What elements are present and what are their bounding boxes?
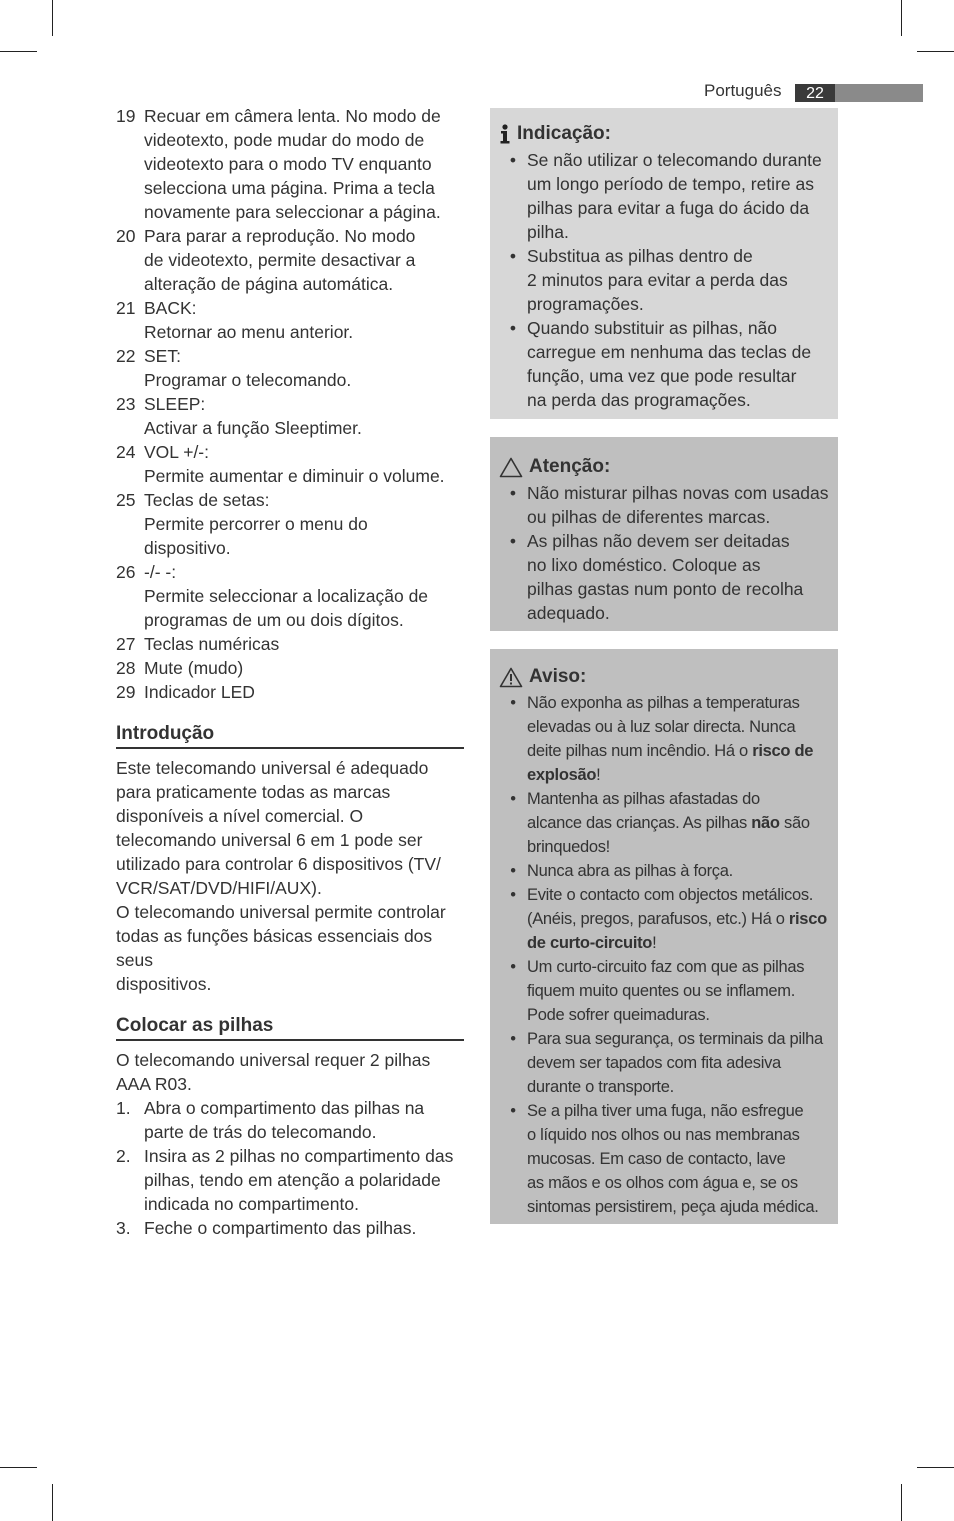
text-line: na perda das programações.	[527, 390, 751, 410]
list-item-text	[144, 632, 464, 656]
text-line: Para sua segurança, os terminais da pilha	[527, 1030, 823, 1048]
text-line: explosão!	[527, 766, 601, 784]
text-line: ou pilhas de diferentes marcas.	[527, 507, 771, 527]
warning-box	[490, 649, 838, 1224]
attention-box	[490, 437, 838, 631]
text-line: Mantenha as pilhas afastadas do	[527, 790, 760, 808]
bullet-text	[527, 1027, 832, 1099]
bullet-item	[499, 859, 832, 883]
text-line: sintomas persistirem, peça ajuda médica.	[527, 1198, 819, 1216]
text-line: Se não utilizar o telecomando durante	[527, 150, 822, 170]
bullet-item	[499, 1027, 832, 1099]
list-item	[116, 656, 464, 680]
bullet-text	[527, 691, 832, 787]
bullet-text	[527, 1099, 832, 1219]
bullet-dot: •	[509, 483, 517, 503]
step-item	[116, 1096, 464, 1144]
text-line: elevadas ou à luz solar directa. Nunca	[527, 718, 796, 736]
bullet-item	[499, 955, 832, 1027]
text-line: fiquem muito quentes ou se inflamem.	[527, 982, 796, 1000]
text-line: (Anéis, pregos, parafusos, etc.) Há o risco	[527, 910, 827, 928]
text-line: função, uma vez que pode resultar	[527, 366, 797, 386]
text-line: Retornar ao menu anterior.	[144, 322, 354, 342]
header-bar	[835, 84, 923, 102]
left-column	[116, 104, 464, 1240]
warning-triangle-icon	[499, 457, 523, 478]
text-line: O telecomando universal requer 2 pilhas	[116, 1050, 431, 1070]
text-line: Permite aumentar e diminuir o volume.	[144, 466, 445, 486]
text-line: SET:	[144, 346, 181, 366]
text-line: devem ser tapados com fita adesiva	[527, 1054, 781, 1072]
text-line: mucosas. Em caso de contacto, lave	[527, 1150, 786, 1168]
text-line: disponíveis a nível comercial. O	[116, 806, 364, 826]
list-item-text	[144, 392, 464, 440]
list-item	[116, 560, 464, 632]
text-line: Não exponha as pilhas a temperaturas	[527, 694, 800, 712]
text-line: adequado.	[527, 603, 610, 623]
text-line: Permite percorrer o menu do	[144, 514, 368, 534]
text-line: Insira as 2 pilhas no compartimento das	[144, 1146, 454, 1166]
text-line: Para parar a reprodução. No modo	[144, 226, 416, 246]
bullet-dot: •	[510, 958, 516, 976]
page-number: 22	[795, 84, 835, 102]
bullet-text	[527, 883, 832, 955]
text-line: Um curto-circuito faz com que as pilhas	[527, 958, 805, 976]
text-line: de videotexto, permite desactivar a	[144, 250, 416, 270]
text-line: pilhas, tendo em atenção a polaridade	[144, 1170, 441, 1190]
text-line: programações.	[527, 294, 644, 314]
bullet-dot: •	[510, 1102, 516, 1120]
bullet-dot: •	[509, 318, 517, 338]
text-line: As pilhas não devem ser deitadas	[527, 531, 790, 551]
list-item-text	[144, 224, 464, 296]
bullet-item	[499, 244, 832, 316]
batteries-paragraph	[116, 1048, 464, 1096]
text-line: novamente para seleccionar a página.	[144, 202, 441, 222]
text-line: videotexto, pode mudar do modo de	[144, 130, 425, 150]
text-line: Permite seleccionar a localização de	[144, 586, 429, 606]
text-line: AAA R03.	[116, 1074, 192, 1094]
attention-bullets	[499, 481, 832, 625]
bullet-text	[527, 244, 832, 316]
bold-text: risco	[788, 910, 827, 928]
text-line: Nunca abra as pilhas à força.	[527, 862, 733, 880]
bullet-dot: •	[510, 886, 516, 904]
warning-triangle-icon	[499, 667, 523, 688]
text-line: Não misturar pilhas novas com usadas	[527, 483, 829, 503]
bullet-dot: •	[510, 790, 516, 808]
bullet-dot: •	[509, 246, 517, 266]
list-item-number: 28	[116, 658, 136, 678]
list-item-number: 29	[116, 682, 136, 702]
text-line: para praticamente todas as marcas	[116, 782, 391, 802]
text-line: Evite o contacto com objectos metálicos.	[527, 886, 814, 904]
batteries-heading: Colocar as pilhas	[116, 1014, 464, 1041]
step-item-text	[144, 1096, 464, 1144]
bullet-dot: •	[510, 694, 516, 712]
text-line: deite pilhas num incêndio. Há o risco de	[527, 742, 814, 760]
text-line: Teclas numéricas	[144, 634, 280, 654]
bullet-text	[527, 529, 832, 625]
text-line: Abra o compartimento das pilhas na	[144, 1098, 425, 1118]
list-item-number: 24	[116, 442, 136, 462]
note-box	[490, 108, 838, 419]
text-line: 2 minutos para evitar a perda das	[527, 270, 788, 290]
crop-mark	[917, 1467, 954, 1468]
text-line: Activar a função Sleeptimer.	[144, 418, 362, 438]
step-item-number: 2.	[116, 1146, 131, 1166]
bullet-dot: •	[509, 150, 517, 170]
text-line: pilhas para evitar a fuga do ácido da	[527, 198, 810, 218]
list-item	[116, 440, 464, 488]
crop-mark	[901, 0, 902, 36]
text-line: Recuar em câmera lenta. No modo de	[144, 106, 441, 126]
list-item-number: 22	[116, 346, 136, 366]
warning-title: Aviso:	[499, 665, 832, 689]
bold-text: risco de	[752, 742, 814, 760]
text-line: pilhas gastas num ponto de recolha	[527, 579, 804, 599]
warning-bullets	[499, 691, 832, 1219]
list-item-text	[144, 680, 464, 704]
text-line: Quando substituir as pilhas, não	[527, 318, 778, 338]
bullet-item	[499, 787, 832, 859]
list-item-number: 26	[116, 562, 136, 582]
list-item-text	[144, 440, 464, 488]
step-item-text	[144, 1216, 464, 1240]
list-item-number: 23	[116, 394, 136, 414]
crop-mark	[0, 51, 37, 52]
bullet-text	[527, 955, 832, 1027]
note-bullets	[499, 148, 832, 412]
text-line: Feche o compartimento das pilhas.	[144, 1218, 417, 1238]
list-item-text	[144, 488, 464, 560]
text-line: um longo período de tempo, retire as	[527, 174, 814, 194]
bold-text: de curto-circuito	[527, 934, 653, 952]
bullet-item	[499, 1099, 832, 1219]
text-line: Substitua as pilhas dentro de	[527, 246, 753, 266]
crop-mark	[52, 0, 53, 36]
numbered-list	[116, 104, 464, 704]
bullet-text	[527, 148, 832, 244]
bullet-text	[527, 481, 832, 529]
text-line: todas as funções básicas essenciais dos seus	[116, 926, 433, 970]
text-line: alcance das crianças. As pilhas não são	[527, 814, 810, 832]
text-line: dispositivo.	[144, 538, 231, 558]
text-line: utilizado para controlar 6 dispositivos (TV/	[116, 854, 441, 874]
text-line: Se a pilha tiver uma fuga, não esfregue	[527, 1102, 804, 1120]
bold-text: explosão	[527, 766, 597, 784]
attention-title: Atenção:	[499, 455, 832, 479]
list-item-text	[144, 560, 464, 632]
list-item-text	[144, 344, 464, 392]
bullet-item	[499, 481, 832, 529]
text-line: Programar o telecomando.	[144, 370, 352, 390]
text-line: alteração de página automática.	[144, 274, 394, 294]
bullet-text	[527, 859, 832, 883]
list-item-number: 20	[116, 226, 136, 246]
text-line: parte de trás do telecomando.	[144, 1122, 377, 1142]
bullet-item	[499, 529, 832, 625]
list-item-number: 19	[116, 106, 136, 126]
text-line: Pode sofrer queimaduras.	[527, 1006, 710, 1024]
list-item-number: 27	[116, 634, 136, 654]
crop-mark	[917, 51, 954, 52]
text-line: durante o transporte.	[527, 1078, 674, 1096]
batteries-steps	[116, 1096, 464, 1240]
list-item	[116, 632, 464, 656]
text-line: as mãos e os olhos com água e, se os	[527, 1174, 798, 1192]
text-line: pilha.	[527, 222, 569, 242]
text-line: brinquedos!	[527, 838, 610, 856]
text-line: SLEEP:	[144, 394, 206, 414]
step-item	[116, 1144, 464, 1216]
header-language: Português	[704, 81, 782, 100]
step-item-number: 3.	[116, 1218, 131, 1238]
bullet-item	[499, 883, 832, 955]
list-item-text	[144, 296, 464, 344]
bullet-item	[499, 691, 832, 787]
text-line: videotexto para o modo TV enquanto	[144, 154, 432, 174]
text-line: Mute (mudo)	[144, 658, 244, 678]
crop-mark	[901, 1484, 902, 1521]
text-line: VOL +/-:	[144, 442, 210, 462]
text-line: -/- -:	[144, 562, 177, 582]
list-item-text	[144, 656, 464, 680]
list-item	[116, 680, 464, 704]
text-line: Este telecomando universal é adequado	[116, 758, 429, 778]
text-line: selecciona uma página. Prima a tecla	[144, 178, 435, 198]
text-line: BACK:	[144, 298, 197, 318]
text-line: de curto-circuito!	[527, 934, 657, 952]
step-item-text	[144, 1144, 464, 1216]
text-line: VCR/SAT/DVD/HIFI/AUX).	[116, 878, 322, 898]
list-item	[116, 344, 464, 392]
intro-heading: Introdução	[116, 722, 464, 749]
crop-mark	[52, 1484, 53, 1521]
bullet-dot: •	[510, 1030, 516, 1048]
list-item-text	[144, 104, 464, 224]
text-line: carregue em nenhuma das teclas de	[527, 342, 812, 362]
bullet-dot: •	[509, 531, 517, 551]
text-line: Indicador LED	[144, 682, 255, 702]
text-line: telecomando universal 6 em 1 pode ser	[116, 830, 423, 850]
text-line: no lixo doméstico. Coloque as	[527, 555, 761, 575]
note-title: Indicação:	[499, 122, 832, 146]
list-item	[116, 104, 464, 224]
bullet-text	[527, 787, 832, 859]
text-line: indicada no compartimento.	[144, 1194, 359, 1214]
step-item-number: 1.	[116, 1098, 131, 1118]
text-line: O telecomando universal permite controlar	[116, 902, 446, 922]
text-line: dispositivos.	[116, 974, 212, 994]
list-item	[116, 488, 464, 560]
bold-text: não	[751, 814, 780, 832]
list-item-number: 25	[116, 490, 136, 510]
text-line: Teclas de setas:	[144, 490, 270, 510]
bullet-item	[499, 148, 832, 244]
bullet-text	[527, 316, 832, 412]
crop-mark	[0, 1467, 37, 1468]
step-item	[116, 1216, 464, 1240]
info-icon	[499, 124, 511, 144]
bullet-dot: •	[510, 862, 516, 880]
list-item	[116, 392, 464, 440]
list-item	[116, 296, 464, 344]
list-item-number: 21	[116, 298, 136, 318]
intro-paragraph	[116, 756, 464, 996]
list-item	[116, 224, 464, 296]
bullet-item	[499, 316, 832, 412]
text-line: o líquido nos olhos ou nas membranas	[527, 1126, 800, 1144]
text-line: programas de um ou dois dígitos.	[144, 610, 404, 630]
